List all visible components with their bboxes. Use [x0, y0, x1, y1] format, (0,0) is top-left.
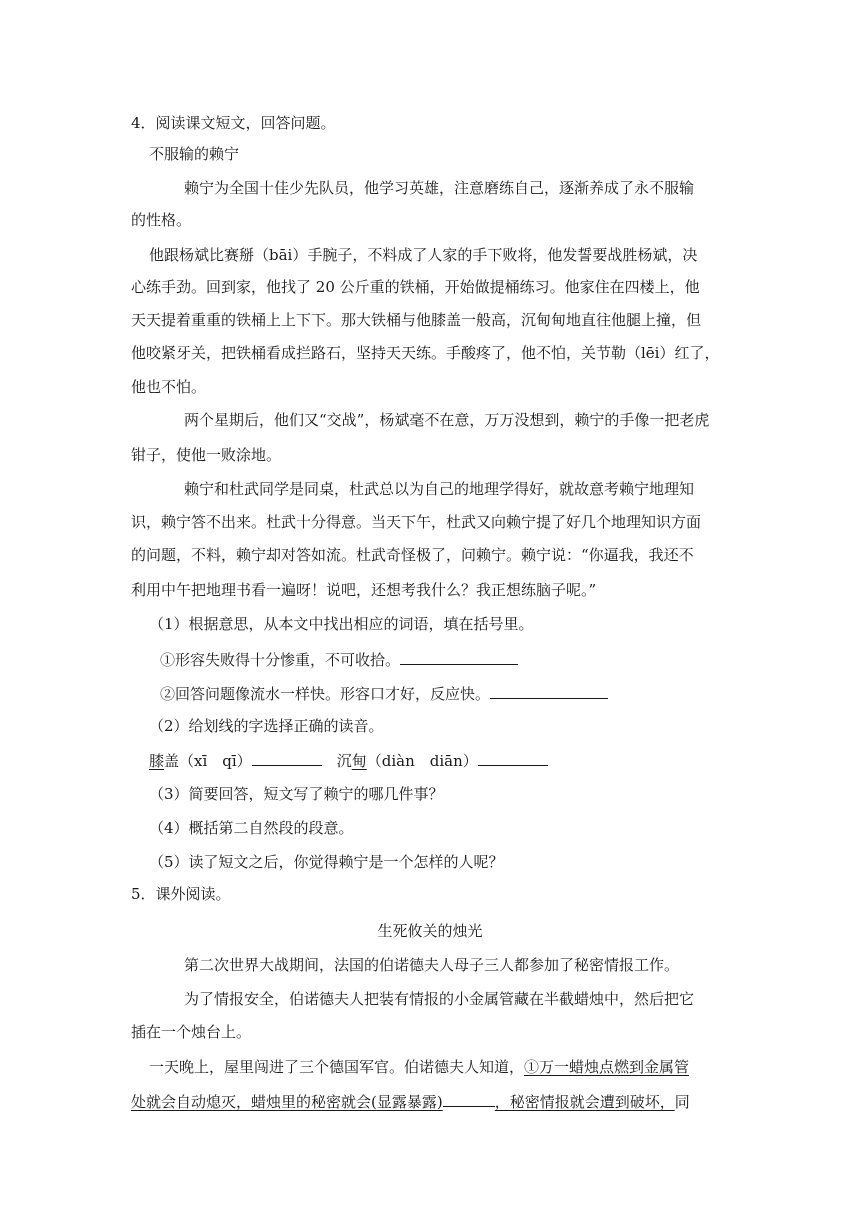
underlined-sentence: ①万一蜡烛点燃到金属管: [524, 1058, 690, 1076]
subquestion-1: （1）根据意思，从本文中找出相应的词语，填在括号里。: [149, 615, 534, 633]
q5-paragraph-3-line-2: [131, 1091, 690, 1112]
underlined-sentence: 处就会自动熄灭，蜡烛里的秘密就会(显露暴露): [131, 1093, 443, 1111]
answer-blank[interactable]: [252, 750, 322, 766]
q5-paragraph-2-line-2: 插在一个烛台上。: [131, 1023, 252, 1041]
subquestion-2-options: [149, 750, 548, 771]
paragraph-3-line-1: 两个星期后，他们又“交战”，杨斌毫不在意，万万没想到，赖宁的手像一把老虎: [184, 411, 710, 429]
passage-title: 生死攸关的烛光: [377, 922, 483, 940]
subquestion-3: （3）简要回答，短文写了赖宁的哪几件事？: [149, 785, 444, 803]
underlined-sentence: ，秘密情报就会遭到破坏，: [494, 1093, 675, 1111]
subquestion-1-item-a: [160, 649, 518, 670]
question-4-heading: 4．阅读课文短文，回答问题。: [131, 114, 336, 132]
paragraph-2-line-5: 他也不怕。: [131, 378, 207, 396]
subquestion-1-item-a-text: ①形容失败得十分惨重，不可收拾。: [160, 651, 401, 669]
underlined-char: 膝: [149, 752, 165, 770]
subquestion-2: （2）给划线的字选择正确的读音。: [149, 717, 384, 735]
pinyin-options-1: 盖（xī qī）: [164, 752, 252, 770]
word-2-prefix: 沉: [336, 752, 352, 770]
paragraph-4-line-1: 赖宁和杜武同学是同桌，杜武总以为自己的地理学得好，就故意考赖宁地理知: [184, 480, 695, 498]
paragraph-4-line-2: 识，赖宁答不出来。杜武十分得意。当天下午，杜武又向赖宁提了好几个地理知识方面: [131, 513, 702, 531]
paragraph-4-line-4: 利用中午把地理书看一遍呀！说吧，还想考我什么？我正想练脑子呢。”: [131, 581, 597, 599]
q5-paragraph-3-line-1: [149, 1057, 689, 1077]
subquestion-1-item-b: [160, 683, 608, 704]
paragraph-1-line-2: 的性格。: [131, 211, 192, 229]
question-5-heading: 5．课外阅读。: [131, 885, 231, 903]
subquestion-1-item-b-text: ②回答问题像流水一样快。形容口才好，反应快。: [160, 685, 491, 703]
subquestion-5: （5）读了短文之后，你觉得赖宁是一个怎样的人呢？: [149, 853, 504, 871]
passage-title: 不服输的赖宁: [149, 145, 240, 163]
pinyin-options-2: （diàn diān）: [366, 752, 478, 770]
line-end-text: 同: [674, 1093, 690, 1111]
answer-blank[interactable]: [490, 683, 608, 699]
q5-paragraph-1: 第二次世界大战期间，法国的伯诺德夫人母子三人都参加了秘密情报工作。: [184, 956, 680, 974]
subquestion-4: （4）概括第二自然段的段意。: [149, 819, 354, 837]
paragraph-2-line-1: 他跟杨斌比赛掰（bāi）手腕子，不料成了人家的手下败将，他发誓要战胜杨斌，决: [149, 246, 698, 264]
underlined-char: 甸: [351, 752, 367, 770]
q5-paragraph-3-text: 一天晚上，屋里闯进了三个德国军官。伯诺德夫人知道，: [149, 1058, 525, 1076]
paragraph-3-line-2: 钳子，使他一败涂地。: [131, 446, 282, 464]
paragraph-2-line-3: 天天提着重重的铁桶上上下下。那大铁桶与他膝盖一般高，沉甸甸地直往他腿上撞，但: [131, 311, 702, 329]
paragraph-1-line-1: 赖宁为全国十佳少先队员，他学习英雄，注意磨练自己，逐渐养成了永不服输: [184, 179, 695, 197]
answer-blank[interactable]: [443, 1091, 495, 1107]
answer-blank[interactable]: [400, 649, 518, 665]
answer-blank[interactable]: [478, 750, 548, 766]
paragraph-2-line-2: 心练手劲。回到家，他找了 20 公斤重的铁桶，开始做提桶练习。他家住在四楼上，他: [131, 278, 700, 296]
paragraph-4-line-3: 的问题，不料，赖宁却对答如流。杜武奇怪极了，问赖宁。赖宁说：“你逼我，我还不: [131, 546, 694, 564]
paragraph-2-line-4: 他咬紧牙关，把铁桶看成拦路石，坚持天天练。手酸疼了，他不怕，关节勒（lēi）红了，: [131, 344, 720, 362]
q5-paragraph-2-line-1: 为了情报安全，伯诺德夫人把装有情报的小金属管藏在半截蜡烛中，然后把它: [184, 990, 695, 1008]
